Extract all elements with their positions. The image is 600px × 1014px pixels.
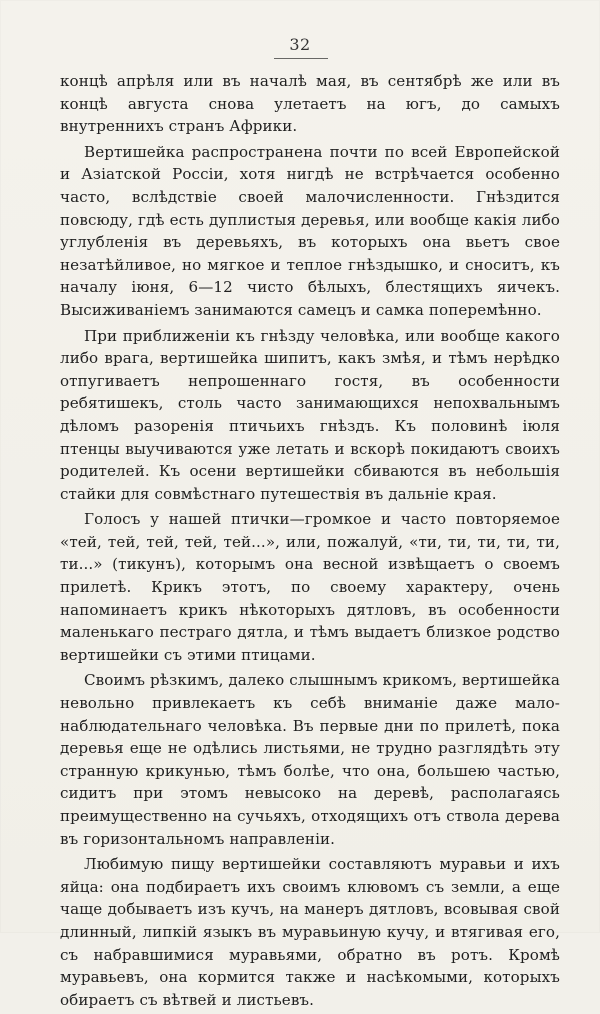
body-text <box>60 70 560 1014</box>
paragraph-behavior: Своимъ рѣзкимъ, далеко слышнымъ крикомъ, вертишейка невольно привлекаетъ къ себѣ вниманіе даже мало-наблюдательнаго человѣка. Въ первые дни по прилетѣ, пока деревья еще не одѣлись листьями, не трудно разглядѣть эту странную крикунью, тѣмъ болѣе, что она, большею частью, сидитъ при этомъ невысоко на деревѣ, располагаясь преимущественно на сучьяхъ, отходящихъ отъ ствола дерева въ горизонтальномъ направленіи. <box>60 671 560 848</box>
paragraph-continuation: концѣ апрѣля или въ началѣ мая, въ сентябрѣ же или въ концѣ августа снова улетаетъ на югъ, до самыхъ внутреннихъ странъ Африки. <box>60 72 560 136</box>
paragraph-distribution: Вертишейка распространена почти по всей Европейской и Азіатской Россіи, хотя нигдѣ не встрѣчается особенно часто, вслѣдствіе своей малочисленности. Гнѣздится повсюду, гдѣ есть дуплистыя деревья, или вообще какія либо углубленія въ деревьяхъ, въ которыхъ она вьетъ свое незатѣйливое, но мягкое и теплое гнѣздышко, и сноситъ, къ началу іюня, 6—12 чисто бѣлыхъ, блестящихъ яичекъ. Высиживаніемъ занимаются самецъ и самка поперемѣнно. <box>60 142 560 319</box>
paragraph-voice: Голосъ у нашей птички—громкое и часто повторяемое «тей, тей, тей, тей, тей...», или, пожалуй, «ти, ти, ти, ти, ти, ти...» (тикунъ), которымъ она весной извѣщаетъ о своемъ прилетѣ. Крикъ этотъ, по своему характеру, очень напоминаетъ крикъ нѣкоторыхъ дятловъ, въ особенности маленькаго пестраго дятла, и тѣмъ выдаетъ близкое родство вертишейки съ этими птицами. <box>60 510 560 664</box>
page-number: 32 <box>289 35 311 54</box>
page-number-rule <box>274 58 328 59</box>
paragraph-food: Любимую пищу вертишейки составляютъ муравьи и ихъ яйца: она подбираетъ ихъ своимъ клювомъ съ земли, а еще чаще добываетъ изъ кучъ, на манеръ дятловъ, всовывая свой длинный, липкій языкъ въ муравьиную кучу, и втягивая его, съ набравшимися муравьями, обратно въ ротъ. Кромѣ муравьевъ, она кормится также и насѣкомыми, которыхъ обираетъ съ вѣтвей и листьевъ. <box>60 855 560 1009</box>
paragraph-defense: При приближеніи къ гнѣзду человѣка, или вообще какого либо врага, вертишейка шипитъ, какъ змѣя, и тѣмъ нерѣдко отпугиваетъ непрошеннаго гостя, въ особенности ребятишекъ, столь часто занимающихся непохвальнымъ дѣломъ разоренія птичьихъ гнѣздъ. Къ половинѣ іюля птенцы выучиваются уже летать и вскорѣ покидаютъ своихъ родителей. Къ осени вертишейки сбиваются въ небольшія стайки для совмѣстнаго путешествія въ дальніе края. <box>60 326 560 503</box>
